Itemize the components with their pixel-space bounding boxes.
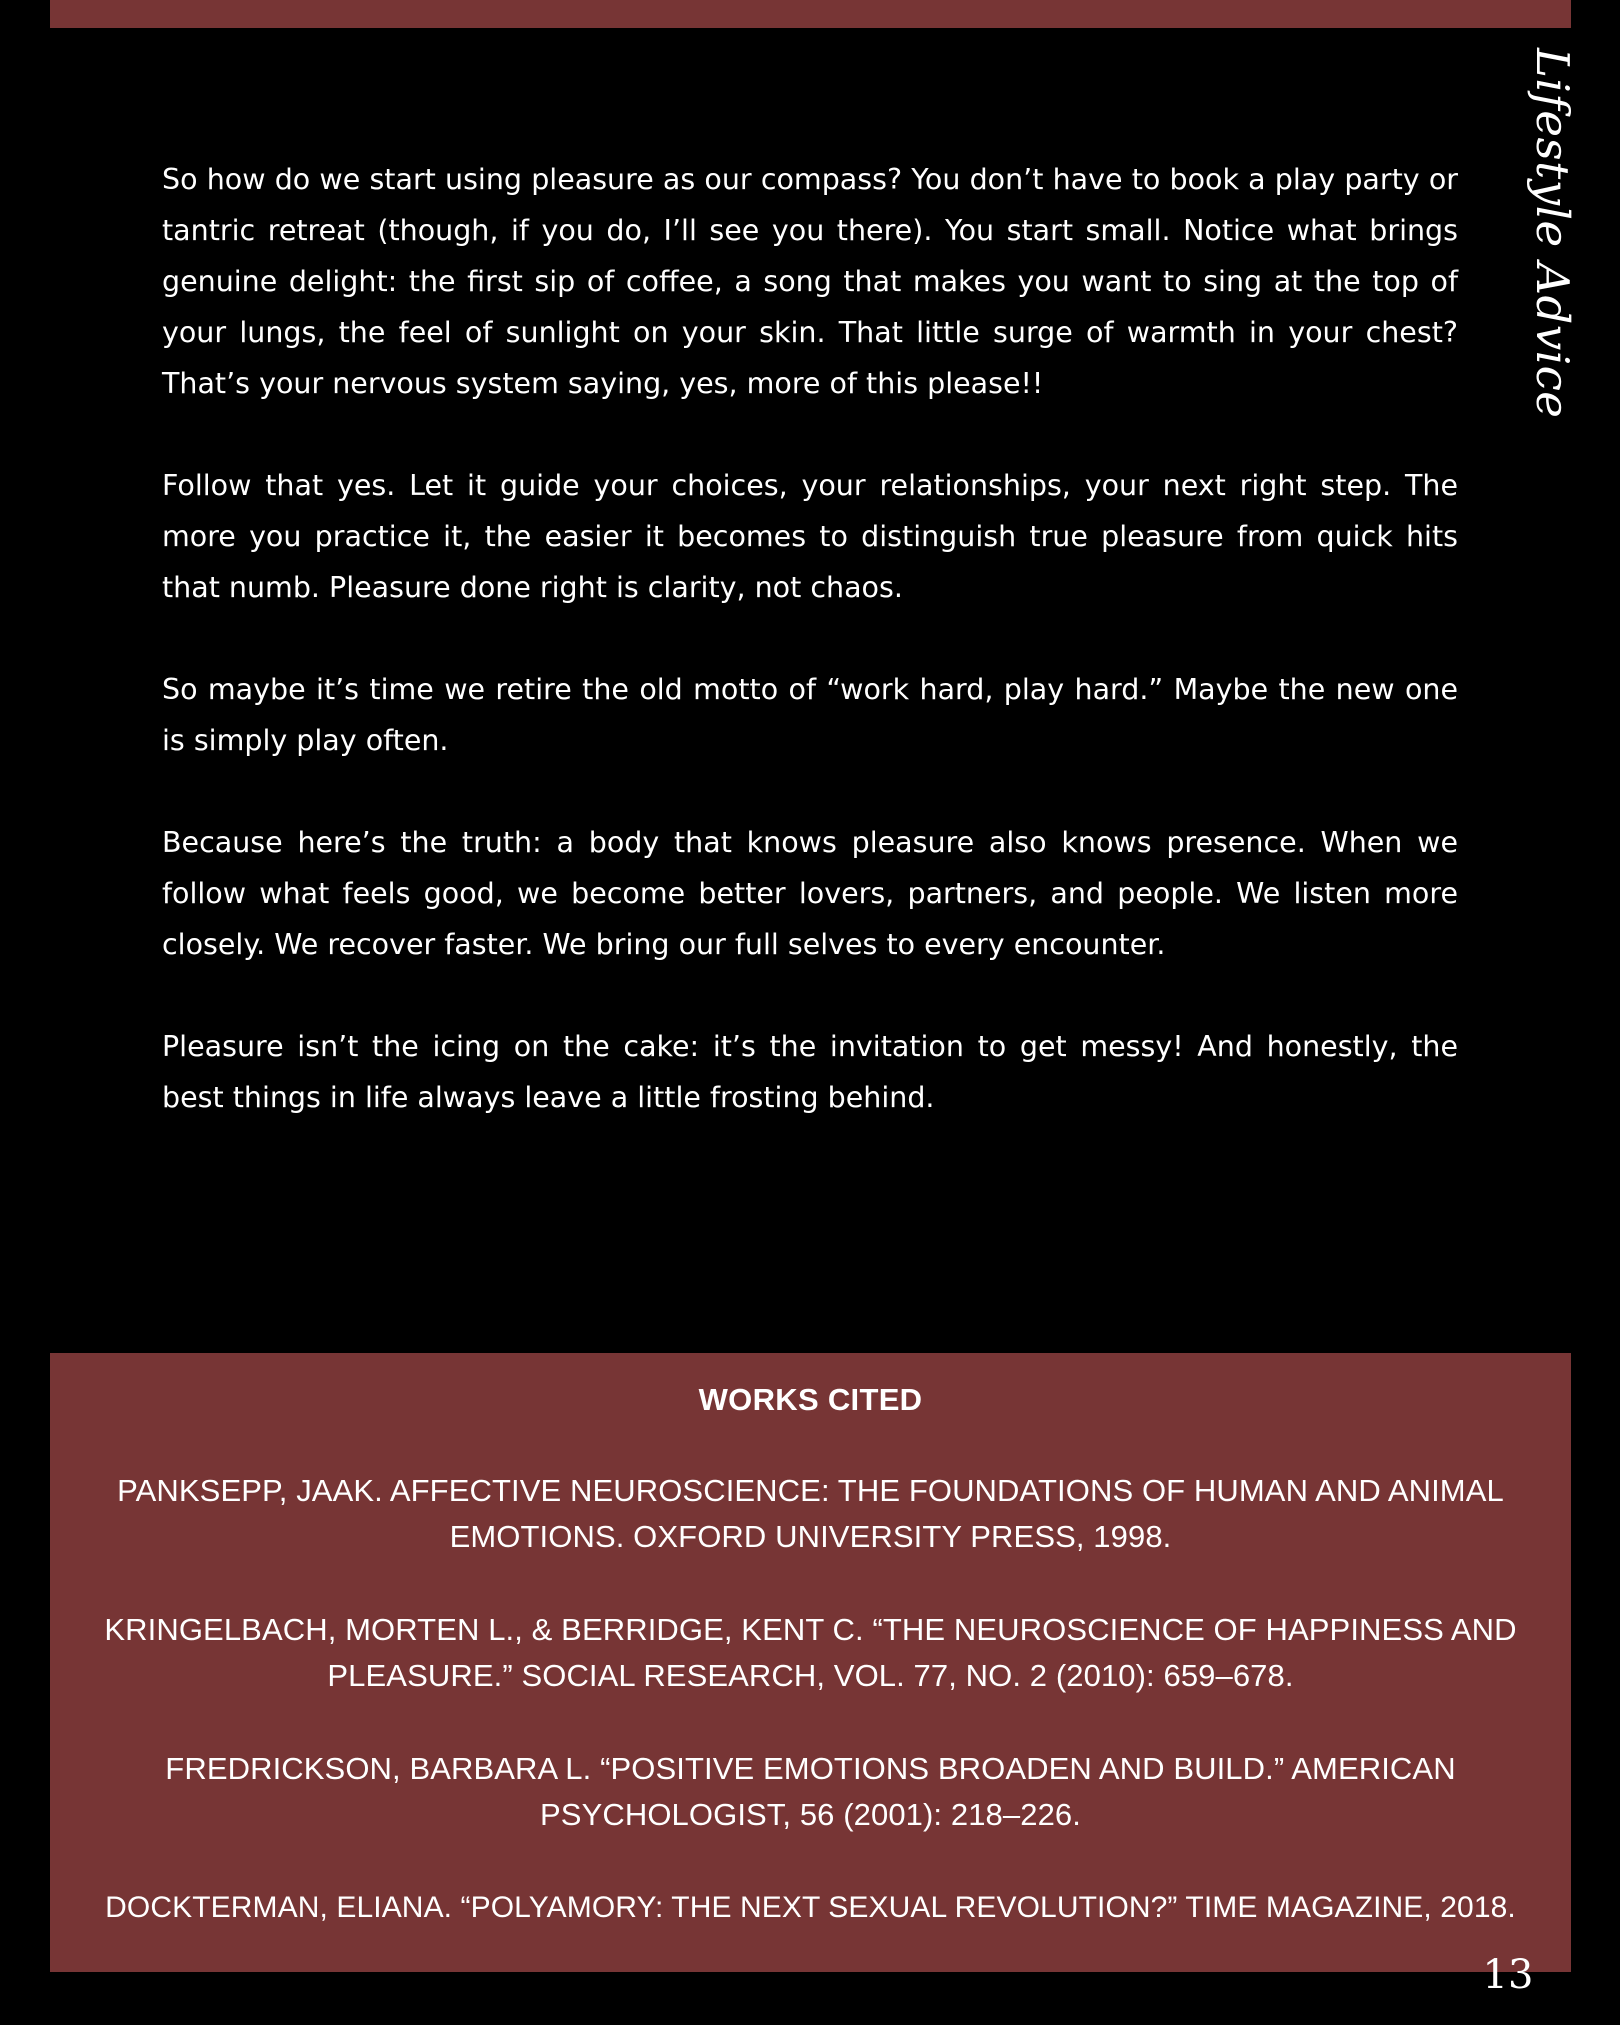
page-number: 13 (1482, 1952, 1534, 1998)
article-paragraph: Because here’s the truth: a body that knows pleasure also knows presence. When we follow what feels good, we become better lovers, partners, and people. We listen more closely. We recover faster. We bring our full selves to every encounter. (162, 826, 1458, 961)
article-paragraph: Pleasure isn’t the icing on the cake: it’s the invitation to get messy! And honestly, the best things in life always leave a little frosting behind. (162, 1030, 1458, 1114)
article-paragraph: Follow that yes. Let it guide your choices, your relationships, your next right step. The more you practice it, the easier it becomes to distinguish true pleasure from quick hits that numb. Pleasure done right is clarity, not chaos. (162, 469, 1458, 604)
article-paragraph: So how do we start using pleasure as our compass? You don’t have to book a play party or tantric retreat (though, if you do, I’ll see you there). You start small. Notice what brings genuine delight: the first sip of coffee, a song that makes you want to sing at the top of your lungs, the feel of sunlight on your skin. That little surge of warmth in your chest? That’s your nervous system saying, yes, more of this please!! (162, 163, 1458, 400)
works-cited-panel (50, 1353, 1571, 1972)
top-accent-bar (50, 0, 1571, 28)
section-label: Lifestyle Advice (1526, 48, 1579, 419)
article-body (162, 154, 1458, 1174)
citation-entry: FREDRICKSON, BARBARA L. “POSITIVE EMOTIONS BROADEN AND BUILD.” AMERICAN PSYCHOLOGIST, 56 (2001): 218–226. (165, 1751, 1456, 1832)
citation-entry: KRINGELBACH, MORTEN L., & BERRIDGE, KENT C. “THE NEUROSCIENCE OF HAPPINESS AND PLEASURE.” SOCIAL RESEARCH, VOL. 77, NO. 2 (2010): 659–678. (104, 1612, 1517, 1693)
article-paragraph: So maybe it’s time we retire the old motto of “work hard, play hard.” Maybe the new one is simply play often. (162, 673, 1458, 757)
works-cited-title: WORKS CITED (698, 1382, 923, 1417)
citation-entry: PANKSEPP, JAAK. AFFECTIVE NEUROSCIENCE: THE FOUNDATIONS OF HUMAN AND ANIMAL EMOTIONS. OXFORD UNIVERSITY PRESS, 1998. (117, 1473, 1504, 1554)
citation-entry: DOCKTERMAN, ELIANA. “POLYAMORY: THE NEXT SEXUAL REVOLUTION?” TIME MAGAZINE, 2018. (105, 1891, 1516, 1924)
